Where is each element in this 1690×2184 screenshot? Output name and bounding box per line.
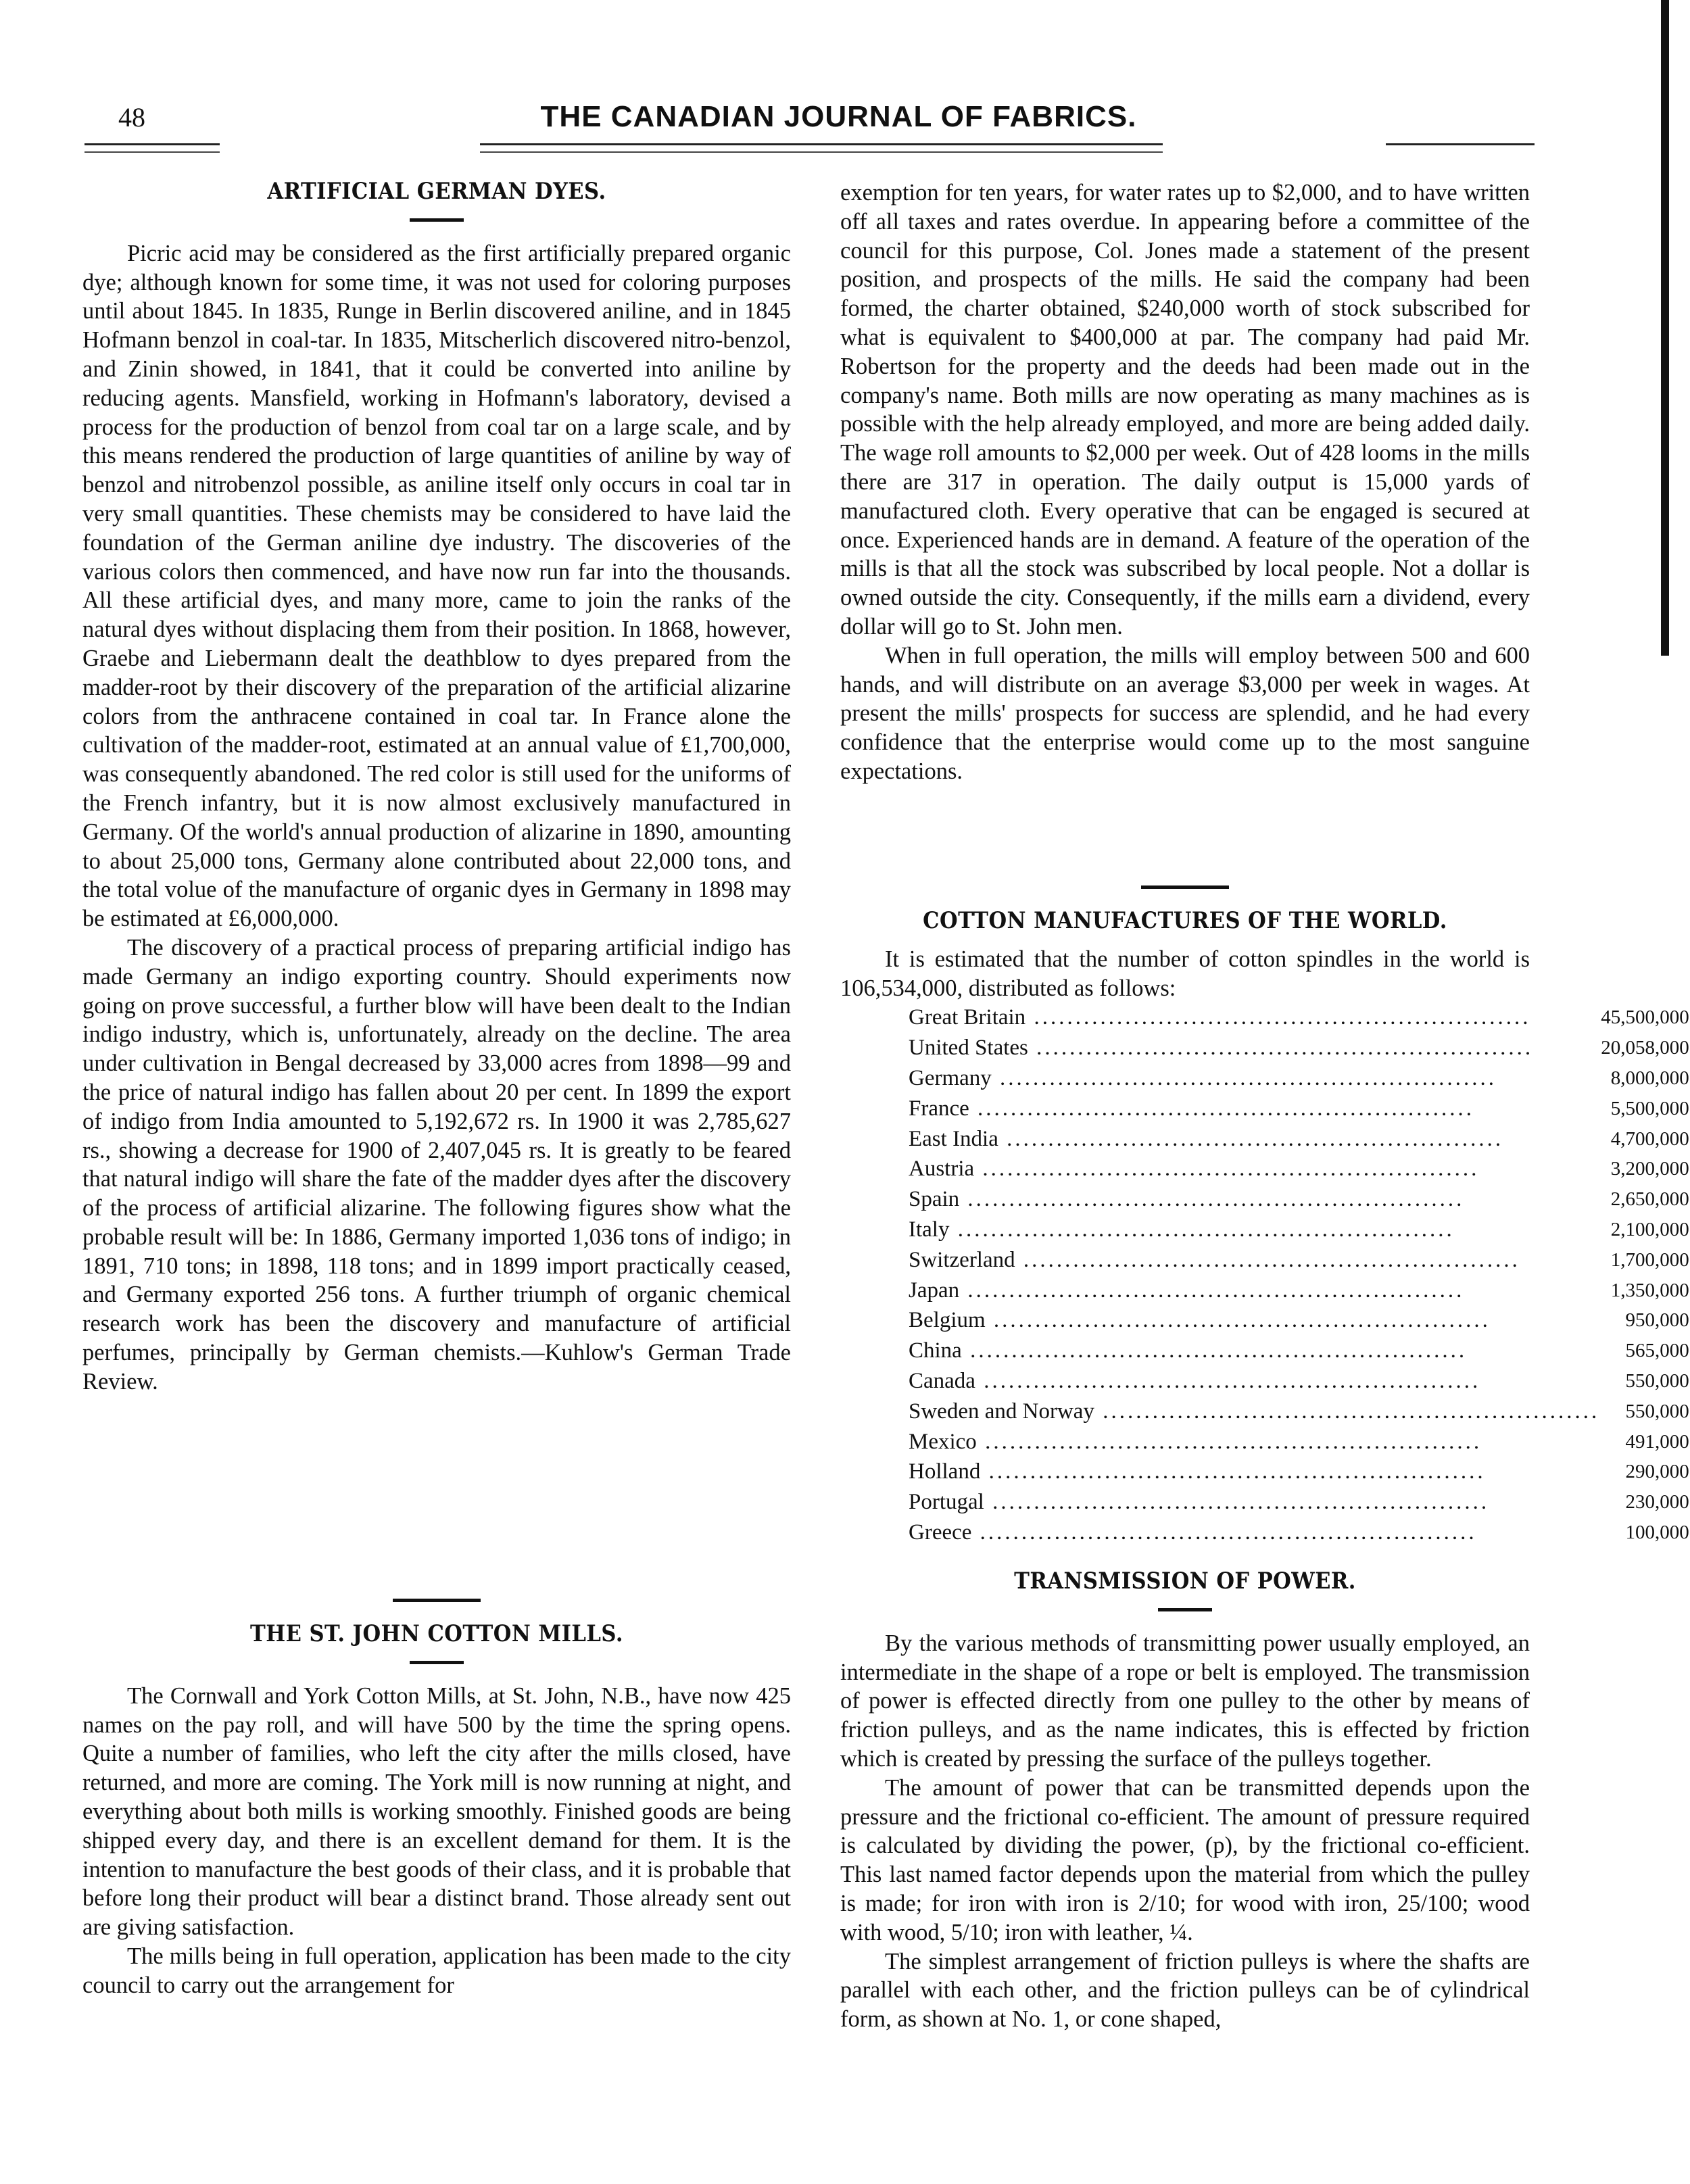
paragraph: By the various methods of transmitting power usually employed, an intermediate in the shape of a rope or belt is employed. The transmission of power is effected directly from one pulley to the other by means of friction pulleys, and as the name indicates, this is effected by friction which is created by pressing the surface of the pulleys together. xyxy=(840,1630,1530,1772)
table-row xyxy=(908,1518,1690,1548)
country-name: Greece xyxy=(909,1520,972,1545)
country-cell xyxy=(908,1366,1600,1397)
country-name: China xyxy=(909,1338,962,1363)
spindles-value: 2,650,000 xyxy=(1610,1188,1689,1211)
paragraph: The simplest arrangement of friction pulleys is where the shafts are parallel with each other, and the friction pulleys can be of cylindrical form, as shown at No. 1, or cone shaped, xyxy=(840,1948,1530,2033)
spindles-value: 20,058,000 xyxy=(1601,1037,1689,1059)
country-cell xyxy=(908,1487,1600,1518)
table-row xyxy=(908,1397,1690,1427)
table-row xyxy=(908,1487,1690,1518)
spindles-value: 550,000 xyxy=(1625,1369,1689,1392)
leader-dots: ............................................................ xyxy=(998,1126,1504,1151)
leader-dots: ............................................................ xyxy=(1015,1247,1520,1272)
country-name: Japan xyxy=(909,1278,960,1303)
scan-edge xyxy=(1661,0,1669,656)
paragraph: When in full operation, the mills will employ between 500 and 600 hands, and will distribute on an average $3,000 per week in wages. At present the mills' prospects for success are splendid, and he had every confidence that the enterprise would come up to the most sanguine expectations. xyxy=(840,642,1530,784)
paragraph: It is estimated that the number of cotton spindles in the world is 106,534,000, distributed as follows: xyxy=(840,946,1530,1001)
paragraph: The mills being in full operation, application has been made to the city council to carry out the arrangement for xyxy=(82,1943,791,1998)
spindles-value: 950,000 xyxy=(1625,1309,1689,1332)
leader-dots: ............................................................ xyxy=(1028,1036,1534,1061)
article-title: TRANSMISSION OF POWER. xyxy=(1014,1568,1356,1595)
country-name: Canada xyxy=(909,1368,975,1393)
article-title: ARTIFICIAL GERMAN DYES. xyxy=(267,178,606,205)
country-cell xyxy=(908,1427,1600,1457)
country-cell xyxy=(908,1457,1600,1487)
country-cell xyxy=(908,1336,1600,1366)
country-cell xyxy=(908,1154,1600,1184)
leader-dots: ............................................................ xyxy=(976,1429,1482,1454)
spindles-value: 565,000 xyxy=(1625,1340,1689,1362)
country-cell xyxy=(908,1033,1600,1063)
leader-dots: ............................................................ xyxy=(959,1187,1465,1212)
table-row xyxy=(908,1336,1690,1366)
country-name: Germany xyxy=(909,1065,992,1090)
country-cell xyxy=(908,1397,1600,1427)
article-title: COTTON MANUFACTURES OF THE WORLD. xyxy=(923,907,1447,934)
leader-dots: ............................................................ xyxy=(959,1278,1465,1303)
spindles-value: 8,000,000 xyxy=(1610,1067,1689,1089)
paragraph: The Cornwall and York Cotton Mills, at St. John, N.B., have now 425 names on the pay roll, and will have 500 by the time the spring opens. Quite a number of families, who left the city after the mills closed, have returned, and more are coming. The York mill is now running at night, and everything about both mills is working smoothly. Finished goods are being shipped every day, and there is an excellent demand for them. It is the intention to manufacture the best goods of their class, and it is probable that before long their product will bear a distinct brand. Those already sent out are giving satisfaction. xyxy=(82,1682,791,1941)
leader-dots: ............................................................ xyxy=(974,1157,1480,1182)
spindles-value: 550,000 xyxy=(1625,1400,1689,1422)
table-row xyxy=(908,1002,1690,1033)
country-cell xyxy=(908,1184,1600,1215)
page-number: 48 xyxy=(118,102,145,132)
leader-dots: ............................................................ xyxy=(1025,1005,1531,1030)
table-row xyxy=(908,1427,1690,1457)
header-rule xyxy=(480,151,1163,153)
spindles-value: 2,100,000 xyxy=(1610,1218,1689,1240)
title-rule xyxy=(1158,1608,1212,1611)
country-cell xyxy=(908,1094,1600,1124)
spindles-value: 290,000 xyxy=(1625,1461,1689,1483)
country-cell xyxy=(908,1276,1600,1306)
header-rule xyxy=(1386,143,1535,145)
country-name: East India xyxy=(909,1126,998,1151)
title-rule xyxy=(410,218,464,222)
country-cell xyxy=(908,1124,1600,1155)
leader-dots: ............................................................ xyxy=(984,1490,1490,1515)
table-row xyxy=(908,1033,1690,1063)
paragraph: exemption for ten years, for water rates up to $2,000, and to have written off all taxes and rates overdue. In appearing before a committee of the council for this purpose, Col. Jones made a statement of the present position, and prospects of the mills. He said the company had been formed, the charter obtained, $240,000 worth of stock subscribed for what is equivalent to $400,000 at par. The company had paid Mr. Robertson for the property and the deeds had been made out in the company's name. Both mills are now operating as many machines as is possible with the help already employed, and more are being added daily. The wage roll amounts to $2,000 per week. Out of 428 looms in the mills there are 317 in operation. The daily output is 15,000 yards of manufactured cloth. Every operative that can be engaged is secured at once. Experienced hands are in demand. A feature of the operation of the mills is that all the stock was subscribed by local people. Not a dollar is owned outside the city. Consequently, if the mills earn a dividend, every dollar will go to St. John men. xyxy=(840,180,1530,639)
country-name: Mexico xyxy=(909,1429,977,1454)
spindles-value: 3,200,000 xyxy=(1610,1158,1689,1180)
article-artificial-german-dyes xyxy=(82,177,791,1397)
table-row xyxy=(908,1063,1690,1094)
header-rule xyxy=(84,151,220,153)
table-row xyxy=(908,1276,1690,1306)
article-cotton-manufactures xyxy=(840,885,1689,1548)
leader-dots: ............................................................ xyxy=(991,1065,1497,1090)
table-row xyxy=(908,1184,1690,1215)
leader-dots: ............................................................ xyxy=(1094,1399,1600,1424)
country-cell xyxy=(908,1518,1600,1548)
paragraph: The discovery of a practical process of preparing artificial indigo has made Germany an indigo exporting country. Should experiments now going on prove successful, a further blow will have been dealt to the Indian indigo industry, which is, unfortunately, already on the decline. The area under cultivation in Bengal decreased by 33,000 acres from 1898—99 and the price of natural indigo has fallen about 20 per cent. In 1899 the export of indigo from India amounted to 5,192,672 rs. In 1900 it was 2,785,627 rs., showing a decrease for 1900 of 2,407,045 rs. It is greatly to be feared that natural indigo will share the fate of the madder dyes after the discovery of the process of artificial alizarine. The following figures show what the probable result will be: In 1886, Germany imported 1,036 tons of indigo; in 1891, 710 tons; in 1898, 118 tons; and in 1899 import practically ceased, and Germany exported 256 tons. A further triumph of organic chemical research work has been the discovery and manufacture of artificial perfumes, principally by German chemists.—Kuhlow's German Trade Review. xyxy=(82,934,791,1394)
paragraph: Picric acid may be considered as the first artificially prepared organic dye; although known for some time, it was not used for coloring purposes until about 1845. In 1835, Runge in Berlin discovered aniline, and in 1845 Hofmann benzol in coal-tar. In 1835, Mitscherlich discovered nitro-benzol, and Zinin showed, in 1841, that it could be converted into aniline by reducing agents. Mansfield, working in Hofmann's laboratory, devised a process for the production of benzol from coal tar on a large scale, and by this means rendered the production of large quantities of aniline by way of benzol and nitrobenzol possible, as aniline itself only occurs in coal tar in very small quantities. These chemists may be considered to have laid the foundation of the German aniline dye industry. The discoveries of the various colors then commenced, and have now run far into the thousands. All these artificial dyes, and many more, came to join the ranks of the natural dyes without displacing them from their position. In 1868, however, Graebe and Liebermann dealt the deathblow to dyes prepared from the madder-root by their discovery of the preparation of the artificial alizarine colors from the anthracene contained in coal tar. In France alone the cultivation of the madder-root, estimated at an annual value of £1,700,000, was consequently abandoned. The red color is still used for the uniforms of the French infantry, but it is now almost exclusively manufactured in Germany. Of the world's annual production of alizarine in 1890, amounting to about 25,000 tons, Germany alone contributed about 22,000 tons, and the total volue of the manufacture of organic dyes in Germany in 1898 may be estimated at £6,000,000. xyxy=(82,240,791,932)
leader-dots: ............................................................ xyxy=(980,1459,1486,1484)
leader-dots: ............................................................ xyxy=(985,1308,1491,1333)
article-title: THE ST. JOHN COTTON MILLS. xyxy=(250,1620,623,1647)
paragraph: The amount of power that can be transmitted depends upon the pressure and the frictional co-efficient. The amount of pressure required is calculated by dividing the power, (p), by the frictional co-efficient. This last named factor depends upon the material from which the pulley is made; for iron with iron is 2/10; for wood with iron, 25/100; wood with wood, 5/10; iron with leather, ¼. xyxy=(840,1774,1530,1945)
header-rule xyxy=(84,143,220,145)
title-rule xyxy=(410,1661,464,1664)
table-row xyxy=(908,1457,1690,1487)
country-name: Switzerland xyxy=(909,1247,1015,1272)
leader-dots: ............................................................ xyxy=(961,1338,1468,1363)
country-cell xyxy=(908,1215,1600,1245)
table-row xyxy=(908,1154,1690,1184)
section-rule xyxy=(1141,885,1229,889)
country-cell xyxy=(908,1063,1600,1094)
country-name: Portugal xyxy=(909,1490,984,1515)
journal-title: THE CANADIAN JOURNAL OF FABRICS. xyxy=(540,100,1137,133)
leader-dots: ............................................................ xyxy=(975,1368,1481,1393)
table-row xyxy=(908,1305,1690,1336)
country-cell xyxy=(908,1002,1600,1033)
spindles-value: 1,350,000 xyxy=(1610,1279,1689,1301)
spindles-value: 5,500,000 xyxy=(1610,1097,1689,1119)
leader-dots: ............................................................ xyxy=(949,1217,1455,1242)
country-cell xyxy=(908,1245,1600,1276)
leader-dots: ............................................................ xyxy=(971,1520,1477,1545)
article-st-john-continued xyxy=(840,178,1530,786)
article-transmission-of-power xyxy=(840,1567,1530,2034)
country-name: Holland xyxy=(909,1459,981,1484)
table-row xyxy=(908,1245,1690,1276)
table-row xyxy=(908,1124,1690,1155)
table-row xyxy=(908,1215,1690,1245)
spindles-value: 1,700,000 xyxy=(1610,1248,1689,1271)
spindles-value: 100,000 xyxy=(1625,1521,1689,1543)
country-name: Italy xyxy=(909,1217,950,1242)
country-name: Belgium xyxy=(909,1308,986,1333)
table-row xyxy=(908,1366,1690,1397)
country-name: Great Britain xyxy=(909,1005,1026,1030)
spindles-value: 491,000 xyxy=(1625,1430,1689,1453)
country-name: Sweden and Norway xyxy=(909,1399,1094,1424)
leader-dots: ............................................................ xyxy=(969,1096,1475,1121)
country-name: United States xyxy=(909,1036,1028,1061)
header-rule xyxy=(480,143,1163,145)
section-rule xyxy=(393,1599,481,1602)
article-st-john-cotton-mills xyxy=(82,1599,791,2000)
spindles-value: 45,500,000 xyxy=(1601,1006,1689,1029)
table-row xyxy=(908,1094,1690,1124)
country-name: Austria xyxy=(909,1157,975,1182)
spindles-value: 230,000 xyxy=(1625,1491,1689,1513)
spindles-table xyxy=(908,1002,1690,1547)
country-name: France xyxy=(909,1096,969,1121)
country-name: Spain xyxy=(909,1187,960,1212)
country-cell xyxy=(908,1305,1600,1336)
spindles-value: 4,700,000 xyxy=(1610,1127,1689,1150)
